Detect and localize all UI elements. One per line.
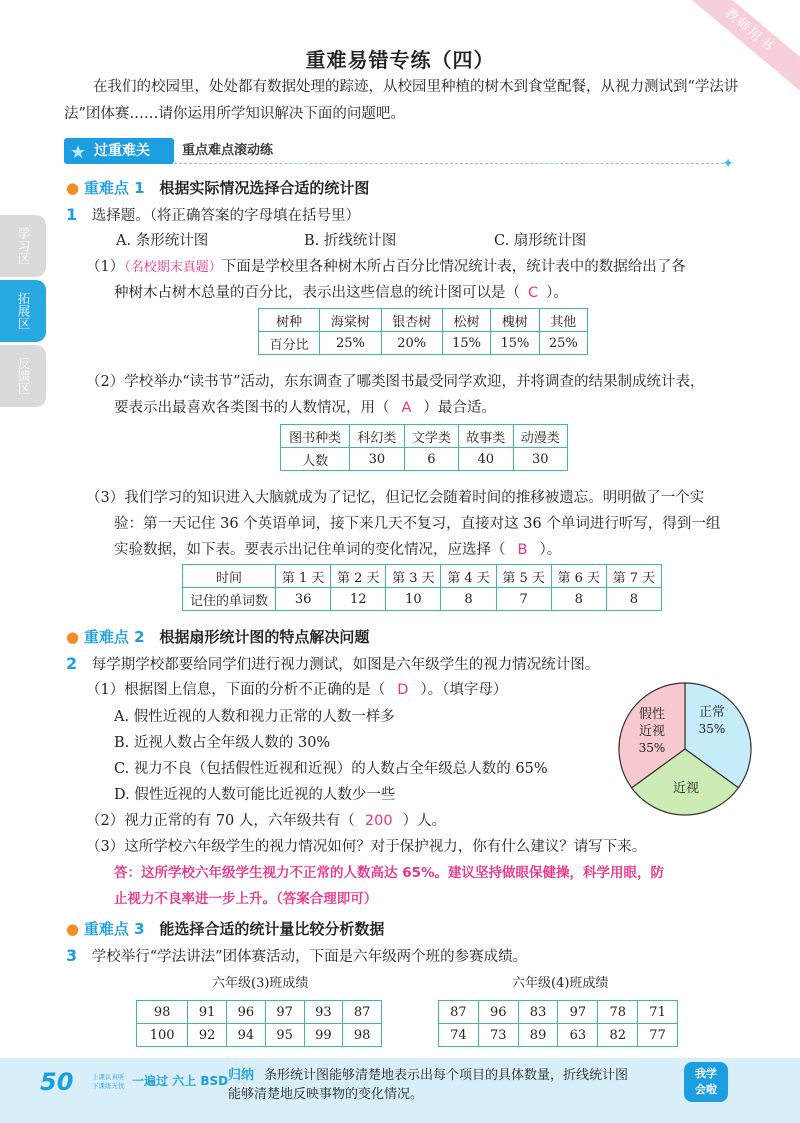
pie-label-pseudo-1: 假性 bbox=[638, 707, 666, 722]
table-row bbox=[137, 1024, 382, 1047]
table-row bbox=[183, 588, 662, 611]
q2-option-d: D. 假性近视的人数可能比近视的人数少一些 bbox=[114, 787, 396, 803]
table-cell: 63 bbox=[558, 1024, 598, 1047]
section-banner bbox=[64, 138, 734, 172]
table-cell: 第 4 天 bbox=[441, 565, 496, 588]
star-icon: ★ bbox=[70, 142, 87, 163]
table-cell: 25% bbox=[320, 332, 381, 355]
table-cell: 25% bbox=[539, 332, 587, 355]
table-cell: 30 bbox=[513, 448, 568, 471]
table-cell: 12 bbox=[331, 588, 386, 611]
answer-field[interactable]: B bbox=[517, 542, 528, 558]
question-1-stem bbox=[66, 203, 360, 228]
question-text: 选择题。（将正确答案的字母填在括号里） bbox=[91, 208, 360, 224]
table-cell: 第 2 天 bbox=[331, 565, 386, 588]
class4-title: 六年级(4)班成绩 bbox=[512, 976, 609, 991]
table-cell: 89 bbox=[518, 1024, 558, 1047]
intro-paragraph: 在我们的校园里，处处都有数据处理的踪迹，从校园里种植的树木到食堂配餐，从视力测试到“学法讲法”团体赛……请你运用所学知识解决下面的问题吧。 bbox=[64, 79, 739, 122]
q1-part1-line1 bbox=[86, 255, 686, 280]
table-row bbox=[259, 309, 588, 332]
key-point-label: 重难点 2 bbox=[83, 628, 145, 646]
question-text: 每学期学校都要给同学们进行视力测试，如图是六年级学生的视力情况统计图。 bbox=[91, 657, 600, 673]
option-b: B. 折线统计图 bbox=[304, 233, 397, 249]
banner-badge bbox=[64, 138, 174, 164]
footer-slogan-line: 上课认真听 bbox=[92, 1073, 125, 1081]
footer-slogan-line: 下课练无忧 bbox=[92, 1082, 125, 1090]
table-cell: 91 bbox=[188, 1001, 227, 1024]
table-cell: 74 bbox=[439, 1024, 479, 1047]
part-text: ）。（填字母） bbox=[420, 682, 508, 698]
table-cell: 97 bbox=[558, 1001, 598, 1024]
part-text: （1）根据图上信息，下面的分析不正确的是（ bbox=[86, 682, 386, 698]
part-text: 种树木占树木总量的百分比，表示出这些信息的统计图可以是（ bbox=[114, 285, 520, 301]
table-cell: 94 bbox=[227, 1024, 266, 1047]
pie-label-pseudo-2: 近视 bbox=[638, 724, 666, 739]
key-point-label: 重难点 3 bbox=[83, 920, 145, 938]
table-cell: 15% bbox=[491, 332, 539, 355]
table-cell: 时间 bbox=[183, 565, 276, 588]
footer-slogan bbox=[92, 1073, 125, 1091]
side-tab-feedback[interactable]: 反馈区 bbox=[0, 345, 46, 407]
book-preference-table bbox=[280, 424, 568, 471]
part-text: ）。 bbox=[539, 542, 562, 558]
tree-percentage-table bbox=[258, 308, 588, 355]
table-cell: 松树 bbox=[442, 309, 490, 332]
exam-tag: （名校期末真题） bbox=[124, 260, 222, 275]
teacher-edition-ribbon: 教师用书 bbox=[676, 0, 800, 96]
table-cell: 77 bbox=[638, 1024, 678, 1047]
table-cell: 8 bbox=[441, 588, 496, 611]
summary-box bbox=[228, 1066, 688, 1104]
key-point-2 bbox=[66, 626, 369, 647]
table-cell: 30 bbox=[350, 448, 404, 471]
table-cell: 8 bbox=[606, 588, 661, 611]
table-cell: 99 bbox=[304, 1024, 343, 1047]
table-cell: 银杏树 bbox=[381, 309, 442, 332]
table-row bbox=[281, 425, 568, 448]
q1-part3-line3 bbox=[114, 538, 561, 562]
footer-brand: 一遍过 六上 BSD bbox=[132, 1074, 229, 1088]
table-row bbox=[439, 1024, 678, 1047]
table-cell: 图书种类 bbox=[281, 425, 350, 448]
table-cell: 95 bbox=[265, 1024, 304, 1047]
part-text: （2）视力正常的有 70 人，六年级共有（ bbox=[86, 813, 355, 829]
table-cell: 记住的单词数 bbox=[183, 588, 276, 611]
part-text: 下面是学校里各种树木所占百分比情况统计表，统计表中的数据给出了各 bbox=[221, 259, 686, 275]
question-3-stem bbox=[66, 944, 527, 969]
table-cell: 96 bbox=[478, 1001, 518, 1024]
table-cell: 97 bbox=[265, 1001, 304, 1024]
answer-field[interactable]: A bbox=[401, 400, 412, 416]
q1-part2-line1: （2）学校举办“读书节”活动，东东调查了哪类图书最受同学欢迎，并将调查的结果制成统计表， bbox=[86, 374, 705, 390]
option-a: A. 条形统计图 bbox=[116, 233, 209, 249]
table-cell: 其他 bbox=[539, 309, 587, 332]
question-number: 1 bbox=[66, 205, 78, 224]
table-cell: 文学类 bbox=[404, 425, 458, 448]
table-cell: 40 bbox=[459, 448, 513, 471]
banner-subtitle: 重点难点滚动练 bbox=[182, 143, 274, 158]
table-row bbox=[183, 565, 662, 588]
page-number: 50 bbox=[40, 1068, 74, 1096]
part-text: 要表示出最喜欢各类图书的人数情况，用（ bbox=[114, 400, 390, 416]
class4-scores-table bbox=[438, 1000, 678, 1047]
summary-line bbox=[228, 1066, 688, 1085]
table-row bbox=[259, 332, 588, 355]
table-cell: 故事类 bbox=[459, 425, 513, 448]
lightbulb-icon: ● bbox=[66, 920, 80, 938]
table-cell: 6 bbox=[404, 448, 458, 471]
class3-scores-table bbox=[136, 1000, 382, 1047]
table-cell: 15% bbox=[442, 332, 490, 355]
part-index: （1） bbox=[86, 259, 125, 275]
answer-field[interactable]: D bbox=[397, 682, 409, 698]
table-cell: 人数 bbox=[281, 448, 350, 471]
part-text: ）人。 bbox=[402, 813, 447, 829]
table-cell: 98 bbox=[137, 1001, 188, 1024]
table-cell: 96 bbox=[227, 1001, 266, 1024]
key-point-text: 能选择合适的统计量比较分析数据 bbox=[159, 920, 385, 938]
table-cell: 海棠树 bbox=[320, 309, 381, 332]
class3-title: 六年级(3)班成绩 bbox=[212, 976, 309, 991]
table-cell: 百分比 bbox=[259, 332, 320, 355]
table-cell: 82 bbox=[598, 1024, 638, 1047]
table-cell: 78 bbox=[598, 1001, 638, 1024]
table-row bbox=[439, 1001, 678, 1024]
table-cell: 8 bbox=[551, 588, 606, 611]
table-cell: 87 bbox=[439, 1001, 479, 1024]
key-point-text: 根据实际情况选择合适的统计图 bbox=[159, 179, 370, 197]
pie-label-myopia: 近视 bbox=[672, 781, 700, 796]
question-number: 3 bbox=[66, 946, 78, 965]
summary-label: 归纳 bbox=[228, 1068, 255, 1083]
side-tab-extend[interactable]: 拓展区 bbox=[0, 280, 46, 342]
part-text: 实验数据，如下表。要表示出记住单词的变化情况，应选择（ bbox=[114, 542, 506, 558]
table-cell: 第 5 天 bbox=[496, 565, 551, 588]
answer-field[interactable]: 200 bbox=[364, 813, 393, 829]
q1-part3-line1: （3）我们学习的知识进入大脑就成为了记忆，但记忆会随着时间的推移被遗忘。明明做了一个实 bbox=[86, 490, 705, 506]
q2-option-a: A. 假性近视的人数和视力正常的人数一样多 bbox=[114, 709, 395, 725]
page-title: 重难易错专练（四） bbox=[305, 48, 495, 72]
learned-badge[interactable] bbox=[684, 1062, 728, 1102]
table-cell: 科幻类 bbox=[350, 425, 404, 448]
question-2-stem bbox=[66, 652, 599, 677]
table-cell: 第 1 天 bbox=[276, 565, 331, 588]
pie-label-normal: 正常 bbox=[698, 705, 726, 720]
option-c: C. 扇形统计图 bbox=[494, 233, 587, 249]
table-cell: 83 bbox=[518, 1001, 558, 1024]
pie-value-normal: 35% bbox=[698, 722, 726, 736]
table-cell: 树种 bbox=[259, 309, 320, 332]
question-text: 学校举行“学法讲法”团体赛活动，下面是六年级两个班的参赛成绩。 bbox=[91, 949, 528, 965]
word-memory-table bbox=[182, 564, 662, 611]
summary-line: 能够清楚地反映事物的变化情况。 bbox=[228, 1087, 424, 1102]
table-cell: 第 7 天 bbox=[606, 565, 661, 588]
table-cell: 第 6 天 bbox=[551, 565, 606, 588]
table-cell: 10 bbox=[386, 588, 441, 611]
q2-part3: （3）这所学校六年级学生的视力情况如何？对于保护视力，你有什么建议？请写下来。 bbox=[86, 839, 647, 855]
key-point-text: 根据扇形统计图的特点解决问题 bbox=[159, 628, 370, 646]
banner-badge-label: 过重难关 bbox=[94, 143, 150, 159]
sparkle-icon: ✦ bbox=[722, 156, 734, 172]
badge-line: 会啦 bbox=[695, 1083, 717, 1096]
table-cell: 第 3 天 bbox=[386, 565, 441, 588]
table-cell: 100 bbox=[137, 1024, 188, 1047]
q1-part1-line2 bbox=[114, 281, 568, 305]
table-cell: 71 bbox=[638, 1001, 678, 1024]
table-cell: 20% bbox=[381, 332, 442, 355]
q2-option-b: B. 近视人数占全年级人数的 30% bbox=[114, 735, 331, 751]
q1-part2-line2 bbox=[114, 396, 496, 420]
q2-part1 bbox=[86, 678, 507, 702]
q2-part2 bbox=[86, 809, 446, 833]
part-text: ）。 bbox=[546, 285, 568, 301]
table-cell: 36 bbox=[276, 588, 331, 611]
table-cell: 73 bbox=[478, 1024, 518, 1047]
q2-option-c: C. 视力不良（包括假性近视和近视）的人数占全年级总人数的 65% bbox=[114, 761, 548, 777]
answer-field[interactable]: C bbox=[528, 285, 539, 301]
lightbulb-icon: ● bbox=[66, 179, 80, 197]
table-cell: 7 bbox=[496, 588, 551, 611]
table-row bbox=[281, 448, 568, 471]
table-cell: 93 bbox=[304, 1001, 343, 1024]
q2-answer-line1: 答：这所学校六年级学生视力不正常的人数高达 65%。建议坚持做眼保健操，科学用眼，防 bbox=[114, 865, 665, 881]
key-point-3 bbox=[66, 918, 384, 939]
q2-answer-line2: 止视力不良率进一步上升。（答案合理即可） bbox=[114, 891, 378, 907]
table-cell: 槐树 bbox=[491, 309, 539, 332]
table-cell: 87 bbox=[343, 1001, 382, 1024]
table-row bbox=[137, 1001, 382, 1024]
badge-line: 我学 bbox=[695, 1067, 717, 1080]
q1-part3-line2: 验：第一天记住 36 个英语单词，接下来几天不复习，直接对这 36 个单词进行听写，得到一组 bbox=[114, 516, 721, 532]
vision-pie-chart bbox=[616, 680, 754, 818]
question-number: 2 bbox=[66, 654, 78, 673]
side-tab-learn[interactable]: 学习区 bbox=[0, 215, 46, 277]
lightbulb-icon: ● bbox=[66, 628, 80, 646]
pie-value-pseudo: 35% bbox=[638, 741, 666, 755]
summary-text: 条形统计图能够清楚地表示出每个项目的具体数量，折线统计图 bbox=[264, 1068, 629, 1083]
table-cell: 动漫类 bbox=[513, 425, 568, 448]
key-point-1 bbox=[66, 177, 369, 198]
key-point-label: 重难点 1 bbox=[83, 179, 145, 197]
part-text: ）最合适。 bbox=[423, 400, 496, 416]
table-cell: 92 bbox=[188, 1024, 227, 1047]
table-cell: 98 bbox=[343, 1024, 382, 1047]
